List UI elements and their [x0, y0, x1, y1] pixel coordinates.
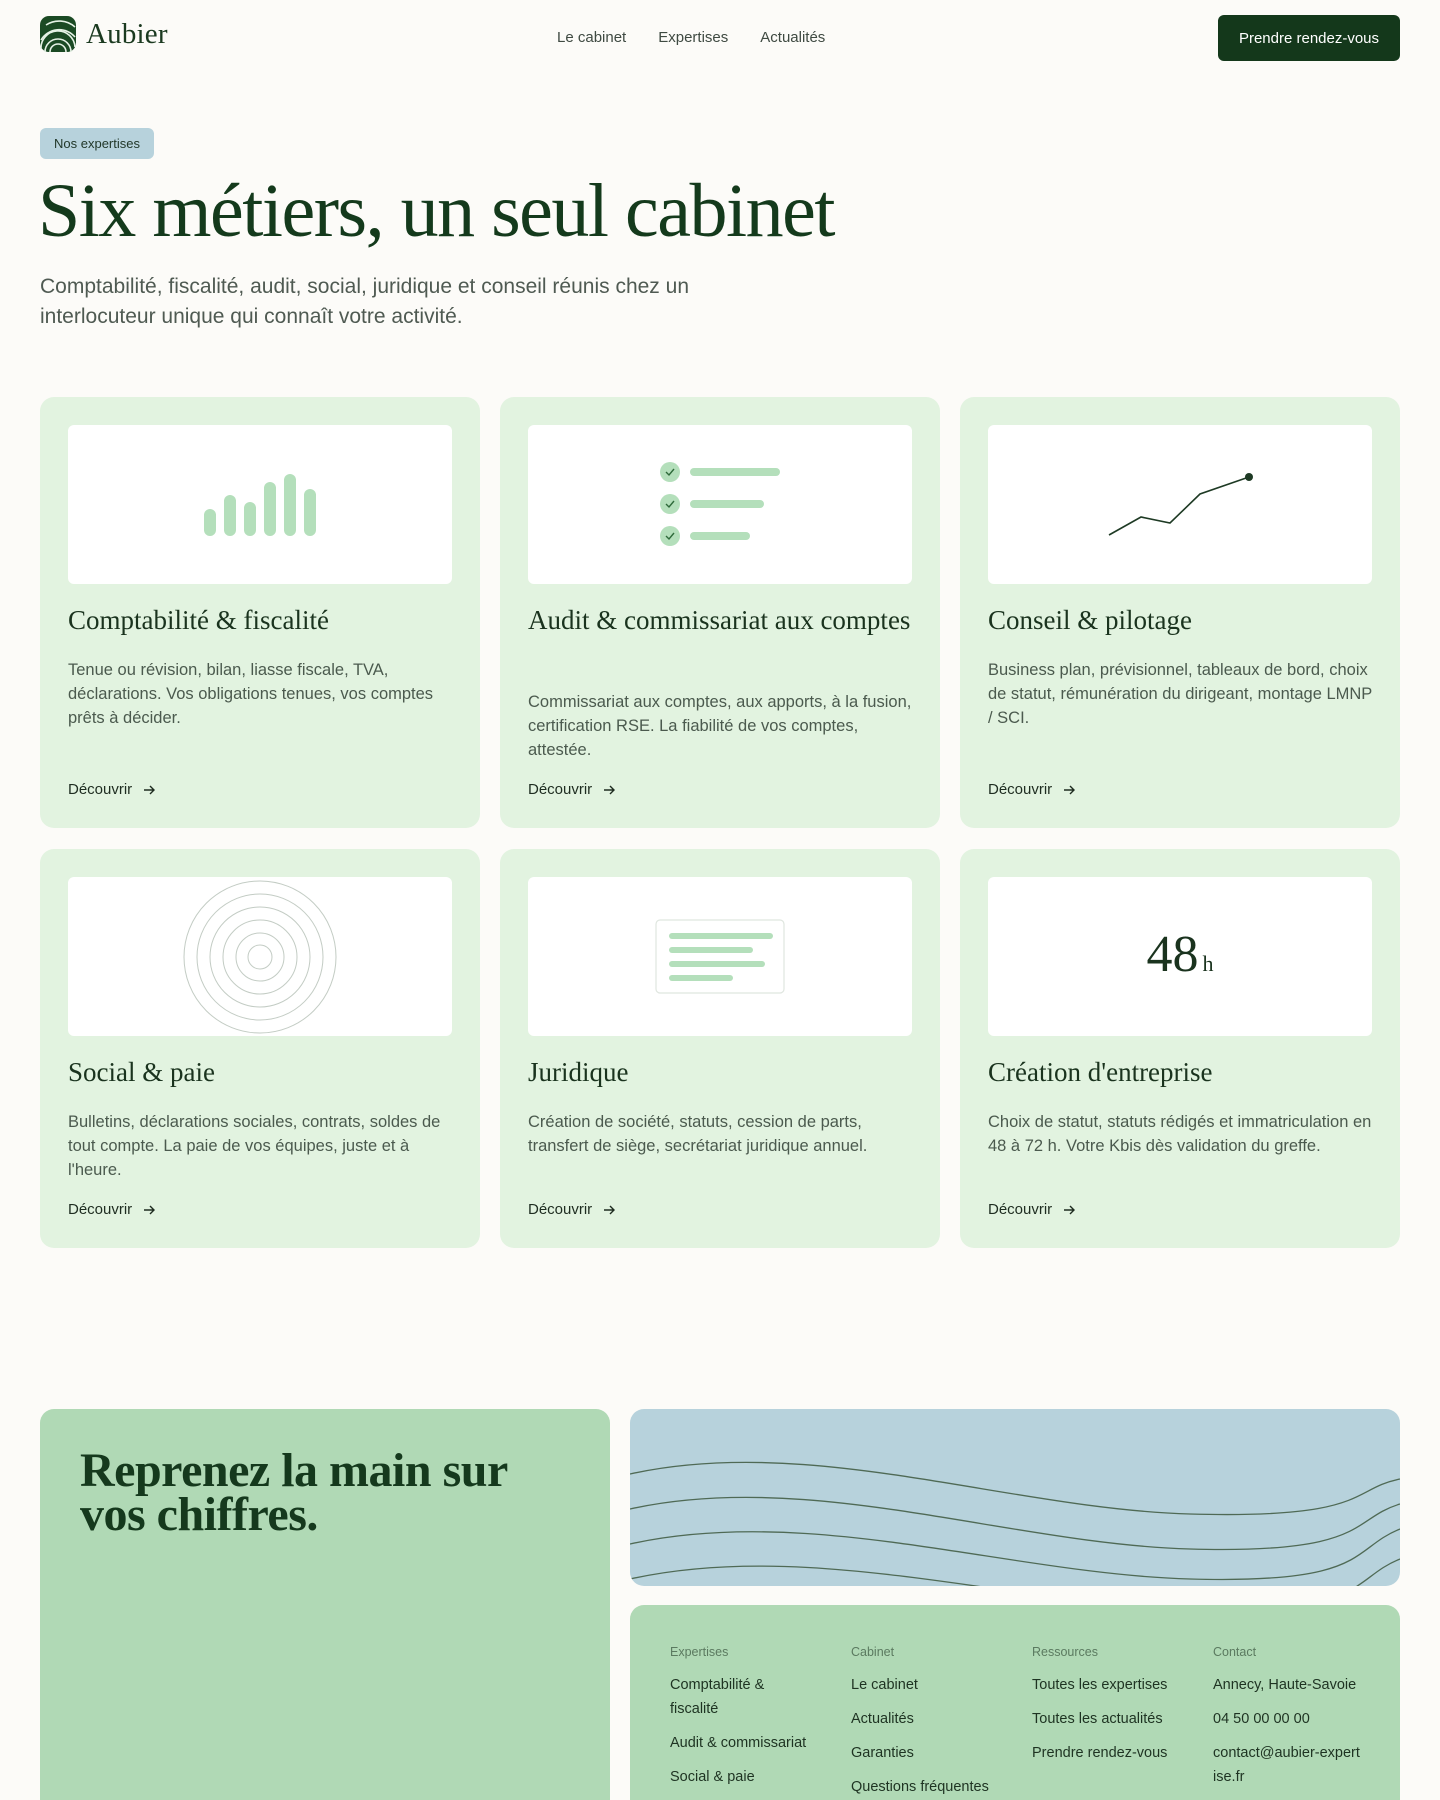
- footer-link[interactable]: Audit & commissariat: [670, 1735, 807, 1751]
- arrow-right-icon: [142, 783, 156, 797]
- promo-title: Reprenez la main sur vos chiffres.: [80, 1444, 507, 1541]
- hours-icon: [988, 925, 1372, 984]
- discover-link[interactable]: [988, 781, 1076, 798]
- card-description: Tenue ou révision, bilan, liasse fiscale, TVA, déclarations. Vos obligations tenues, vos comptes prêts à décider.: [68, 661, 434, 727]
- site-header: [40, 14, 1400, 62]
- discover-link[interactable]: [528, 781, 616, 798]
- discover-link-label: Découvrir: [68, 781, 133, 798]
- footer-link[interactable]: Questions fréquentes: [851, 1779, 989, 1795]
- card-title: Comptabilité & fiscalité: [68, 605, 329, 635]
- arrow-right-icon: [602, 783, 616, 797]
- turnaround-unit: h: [1202, 951, 1214, 976]
- card-visual: [68, 425, 452, 584]
- brand-logo[interactable]: [40, 16, 168, 52]
- expertise-card-comptabilite[interactable]: [40, 397, 480, 828]
- card-title: Conseil & pilotage: [988, 605, 1192, 635]
- card-description: Création de société, statuts, cession de parts, transfert de siège, secrétariat juridique annuel.: [528, 1113, 868, 1155]
- footer-link[interactable]: Toutes les actualités: [1032, 1711, 1163, 1727]
- footer-link[interactable]: Garanties: [851, 1745, 914, 1761]
- discover-link[interactable]: [68, 1201, 156, 1218]
- card-description: Commissariat aux comptes, aux apports, à la fusion, certification RSE. La fiabilité de vos comptes, attestée.: [528, 693, 912, 759]
- footer-link[interactable]: Prendre rendez-vous: [1032, 1745, 1168, 1761]
- page-subtitle: Comptabilité, fiscalité, audit, social, juridique et conseil réunis chez un interlocuteur unique qui connaît votre activité.: [40, 275, 690, 328]
- concentric-circles-icon: [68, 877, 452, 1036]
- turnaround-number: 48: [1146, 926, 1199, 983]
- footer: [630, 1605, 1400, 1800]
- discover-link-label: Découvrir: [528, 1201, 593, 1218]
- footer-phone-link[interactable]: 04 50 00 00 00: [1213, 1711, 1310, 1727]
- wave-lines-icon: [630, 1409, 1400, 1586]
- line-chart-icon: [988, 425, 1372, 584]
- footer-link[interactable]: Actualités: [851, 1711, 914, 1727]
- footer-column-title: Contact: [1213, 1645, 1257, 1659]
- footer-link[interactable]: Social & paie: [670, 1769, 755, 1785]
- expertise-card-audit[interactable]: [500, 397, 940, 828]
- footer-column-title: Cabinet: [851, 1645, 895, 1659]
- footer-address: Annecy, Haute-Savoie: [1213, 1677, 1357, 1693]
- main-nav: [557, 29, 825, 46]
- footer-link[interactable]: Toutes les expertises: [1032, 1677, 1168, 1693]
- card-title: Social & paie: [68, 1057, 215, 1087]
- footer-link[interactable]: Comptabilité & fiscalité: [670, 1677, 765, 1717]
- discover-link[interactable]: [68, 781, 156, 798]
- card-description: Choix de statut, statuts rédigés et immatriculation en 48 à 72 h. Votre Kbis dès validation du greffe.: [988, 1113, 1372, 1155]
- card-description: Business plan, prévisionnel, tableaux de bord, choix de statut, rémunération du dirigeant, montage LMNP / SCI.: [988, 661, 1373, 727]
- discover-link[interactable]: [528, 1201, 616, 1218]
- card-visual: [68, 877, 452, 1036]
- card-title: Juridique: [528, 1057, 629, 1087]
- discover-link[interactable]: [988, 1201, 1076, 1218]
- discover-link-label: Découvrir: [988, 1201, 1053, 1218]
- checklist-icon: [528, 425, 912, 584]
- document-icon: [528, 877, 912, 1036]
- discover-link-label: Découvrir: [988, 781, 1053, 798]
- footer-column-title: Expertises: [670, 1645, 729, 1659]
- footer-column-expertises: [670, 1645, 840, 1799]
- card-description: Bulletins, déclarations sociales, contrats, soldes de tout compte. La paie de vos équipes, juste et à l'heure.: [68, 1113, 441, 1179]
- brand-name: Aubier: [86, 17, 168, 50]
- footer-email-link[interactable]: contact@aubier-expertise.fr: [1213, 1745, 1360, 1785]
- card-visual: [528, 877, 912, 1036]
- nav-item-actualites[interactable]: Actualités: [760, 29, 826, 46]
- card-title: Création d'entreprise: [988, 1057, 1213, 1087]
- card-title: Audit & commissariat aux comptes: [528, 605, 911, 635]
- nav-item-cabinet[interactable]: Le cabinet: [557, 29, 627, 46]
- expertise-card-juridique[interactable]: [500, 849, 940, 1248]
- arrow-right-icon: [1062, 783, 1076, 797]
- footer-column-cabinet: [851, 1645, 1021, 1800]
- arrow-right-icon: [142, 1203, 156, 1217]
- footer-column-title: Ressources: [1032, 1645, 1098, 1659]
- promo-panel: [40, 1409, 610, 1800]
- card-visual: [988, 877, 1372, 1036]
- expertise-card-creation[interactable]: [960, 849, 1400, 1248]
- card-visual: [528, 425, 912, 584]
- discover-link-label: Découvrir: [68, 1201, 133, 1218]
- arrow-right-icon: [1062, 1203, 1076, 1217]
- arrow-right-icon: [602, 1203, 616, 1217]
- card-visual: [988, 425, 1372, 584]
- discover-link-label: Découvrir: [528, 781, 593, 798]
- expertise-card-conseil[interactable]: [960, 397, 1400, 828]
- expertise-card-social[interactable]: [40, 849, 480, 1248]
- footer-link[interactable]: Le cabinet: [851, 1677, 918, 1693]
- wave-decoration: [630, 1409, 1400, 1586]
- section-badge: Nos expertises: [40, 128, 154, 159]
- page-title: Six métiers, un seul cabinet: [38, 169, 834, 253]
- bar-chart-icon: [68, 425, 452, 584]
- footer-column-contact: [1213, 1645, 1363, 1799]
- book-appointment-button[interactable]: Prendre rendez-vous: [1218, 15, 1400, 61]
- nav-item-expertises[interactable]: Expertises: [658, 29, 729, 46]
- logo-icon: [40, 16, 76, 52]
- footer-column-ressources: [1032, 1645, 1202, 1775]
